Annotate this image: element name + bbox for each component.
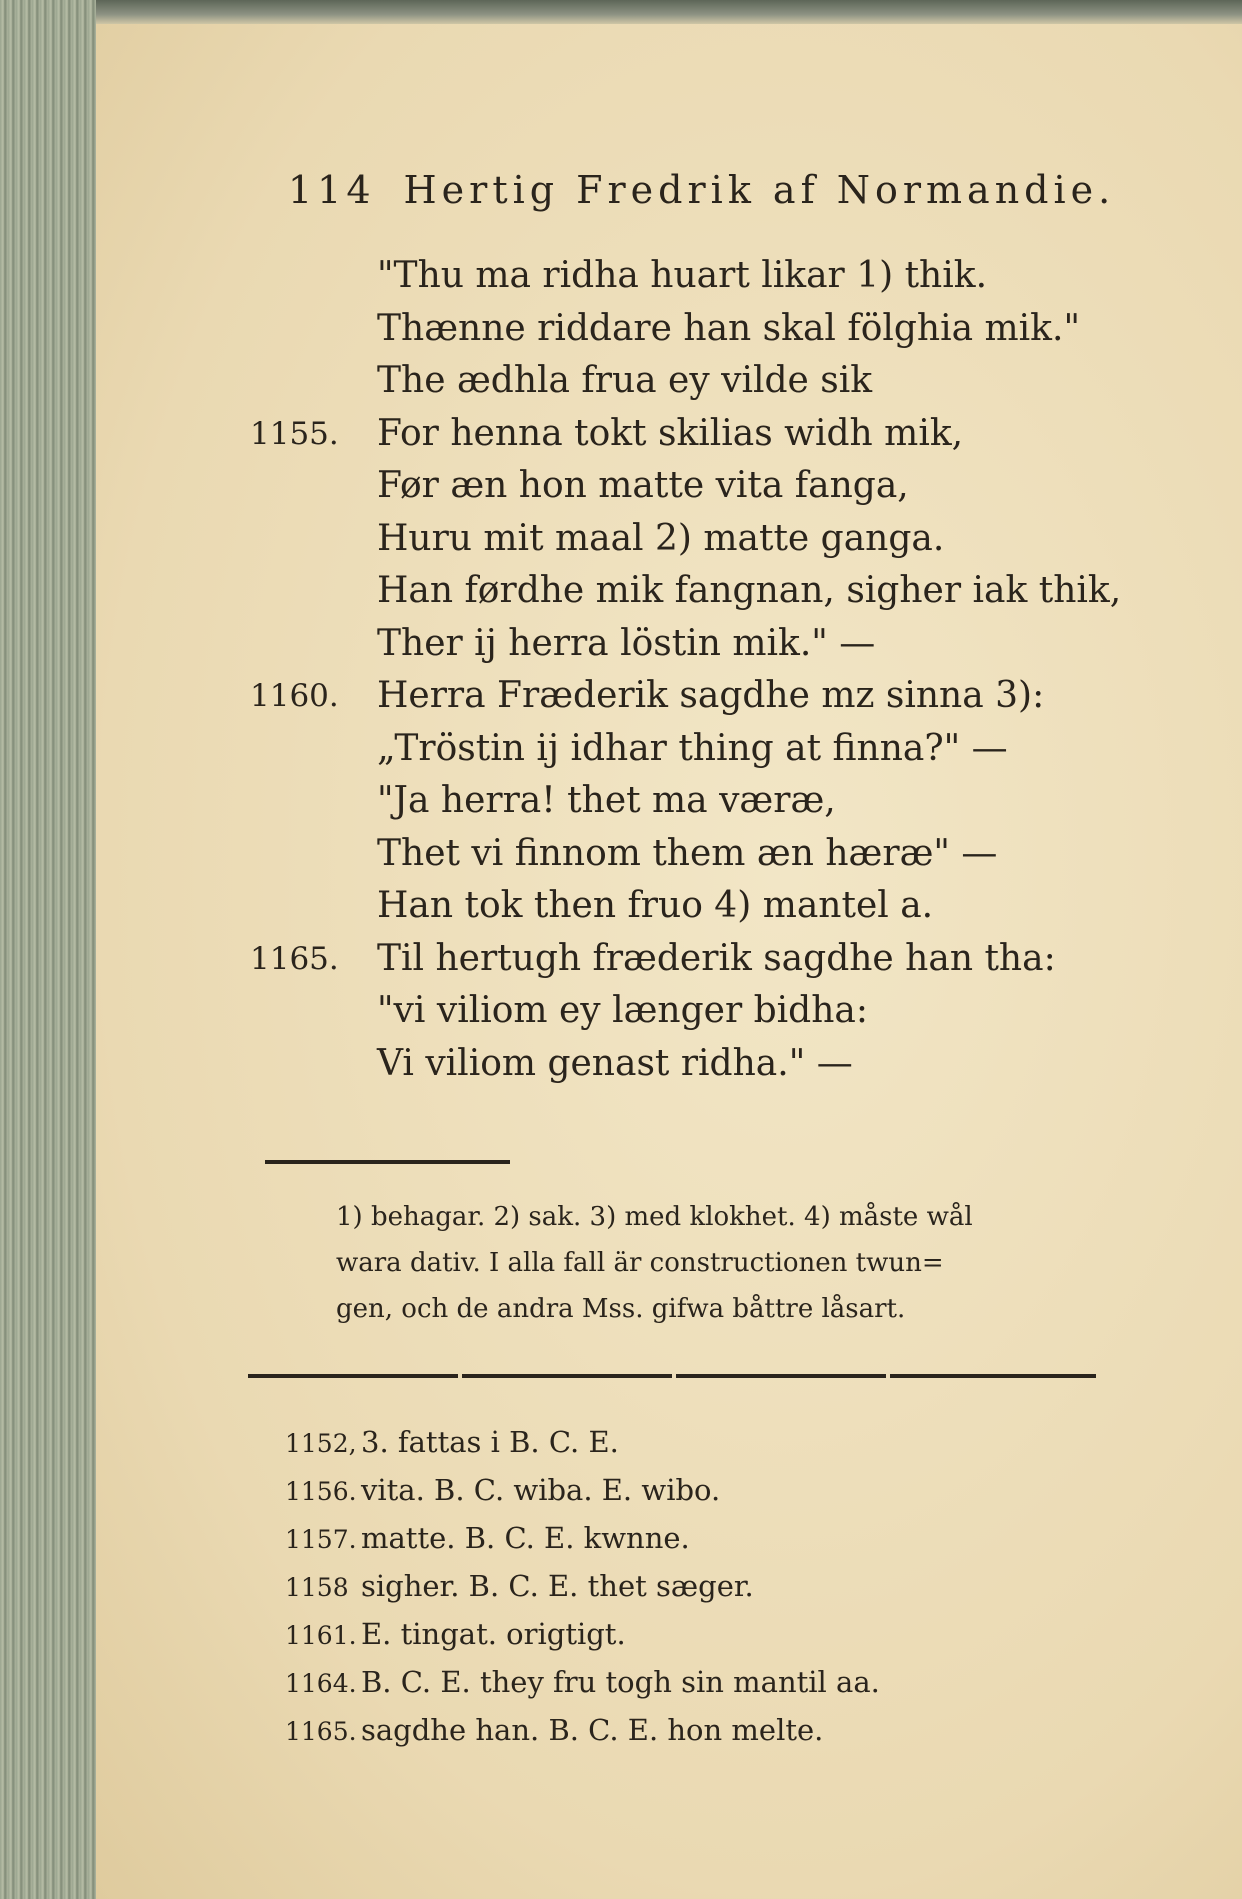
variant-line-number: 1165. xyxy=(285,1717,357,1746)
verse-line xyxy=(377,775,836,827)
verse-line xyxy=(377,355,872,407)
variant-text: 3. fattas i B. C. E. xyxy=(361,1425,619,1459)
verse-text: "Thu ma ridha huart likar 1) thik. xyxy=(377,255,988,296)
verse-text: Han tok then fruo 4) mantel a. xyxy=(377,885,934,926)
verse-line xyxy=(250,670,1045,722)
variant-line-number: 1157. xyxy=(285,1525,357,1554)
verse-text: Til hertugh fræderik sagdhe han tha: xyxy=(377,937,1056,979)
book-top-edge xyxy=(0,0,1242,24)
page-stack-edge xyxy=(0,0,96,1899)
verse-line xyxy=(377,460,909,512)
variant-line-number: 1158 xyxy=(285,1573,349,1602)
footnote-line: 1) behagar. 2) sak. 3) med klokhet. 4) måste wål xyxy=(336,1202,973,1232)
line-number: 1160. xyxy=(250,678,339,714)
variant-line xyxy=(285,1658,880,1706)
verse-text: The ædhla frua ey vilde sik xyxy=(377,360,873,401)
variant-text: sagdhe han. B. C. E. hon melte. xyxy=(361,1713,824,1747)
page-number: 114 xyxy=(288,168,376,212)
verse-text: Thænne riddare han skal fölghia mik." xyxy=(377,307,1081,349)
variant-text: vita. B. C. wiba. E. wibo. xyxy=(361,1473,721,1507)
verse-line xyxy=(377,250,987,302)
variant-line xyxy=(285,1514,880,1562)
verse-line xyxy=(250,408,964,460)
variant-line xyxy=(285,1610,880,1658)
verse-text: For henna tokt skilias widh mik, xyxy=(377,412,964,454)
verse-text: "vi viliom ey længer bidha: xyxy=(377,990,868,1031)
variant-line-number: 1161. xyxy=(285,1621,357,1650)
verse-text: Huru mit maal 2) matte ganga. xyxy=(377,517,945,559)
verse-text: Thet vi finnom them æn hæræ" — xyxy=(377,832,998,874)
verse-text: Ther ij herra löstin mik." — xyxy=(377,622,876,664)
variant-line xyxy=(285,1466,880,1514)
footnote-line: wara dativ. I alla fall är constructionen twun= xyxy=(336,1248,944,1278)
verse-text: Herra Fræderik sagdhe mz sinna 3): xyxy=(377,675,1045,716)
running-title: Hertig Fredrik af Normandie. xyxy=(403,168,1116,212)
verse-text: „Tröstin ij idhar thing at finna?" — xyxy=(377,727,1008,769)
verse-line xyxy=(377,565,1121,617)
verse-text: Før æn hon matte vita fanga, xyxy=(377,465,909,506)
variant-line xyxy=(285,1562,880,1610)
variants-separator xyxy=(248,1374,1096,1378)
verse-line xyxy=(377,880,933,932)
verse-line xyxy=(377,513,944,565)
variant-line xyxy=(285,1706,880,1754)
variant-text: sigher. B. C. E. thet sæger. xyxy=(361,1569,754,1603)
variant-readings xyxy=(285,1418,880,1754)
variant-line-number: 1164. xyxy=(285,1669,357,1698)
verse-text: Vi viliom genast ridha." — xyxy=(377,1042,853,1084)
variant-line xyxy=(285,1418,880,1466)
verse-line xyxy=(377,303,1080,355)
line-number: 1155. xyxy=(250,415,339,452)
variant-line-number: 1152, xyxy=(285,1429,357,1458)
footnote-line: gen, och de andra Mss. gifwa båttre låsart. xyxy=(336,1294,906,1324)
variant-text: B. C. E. they fru togh sin mantil aa. xyxy=(361,1665,880,1699)
verse-line xyxy=(377,618,875,670)
verse-line xyxy=(377,1038,853,1090)
footnotes xyxy=(336,1194,1096,1332)
variant-text: E. tingat. origtigt. xyxy=(361,1617,626,1651)
verse-line xyxy=(377,985,868,1037)
verse-text: Han førdhe mik fangnan, sigher iak thik, xyxy=(377,570,1122,611)
footnote-separator xyxy=(265,1160,510,1164)
running-header xyxy=(288,168,1115,212)
line-number: 1165. xyxy=(250,940,339,977)
verse-line xyxy=(250,933,1056,985)
variant-text: matte. B. C. E. kwnne. xyxy=(361,1521,690,1555)
variant-line-number: 1156. xyxy=(285,1477,357,1506)
verse-text: "Ja herra! thet ma væræ, xyxy=(377,780,836,821)
verse-line xyxy=(377,828,997,880)
verse-line xyxy=(377,723,1008,775)
